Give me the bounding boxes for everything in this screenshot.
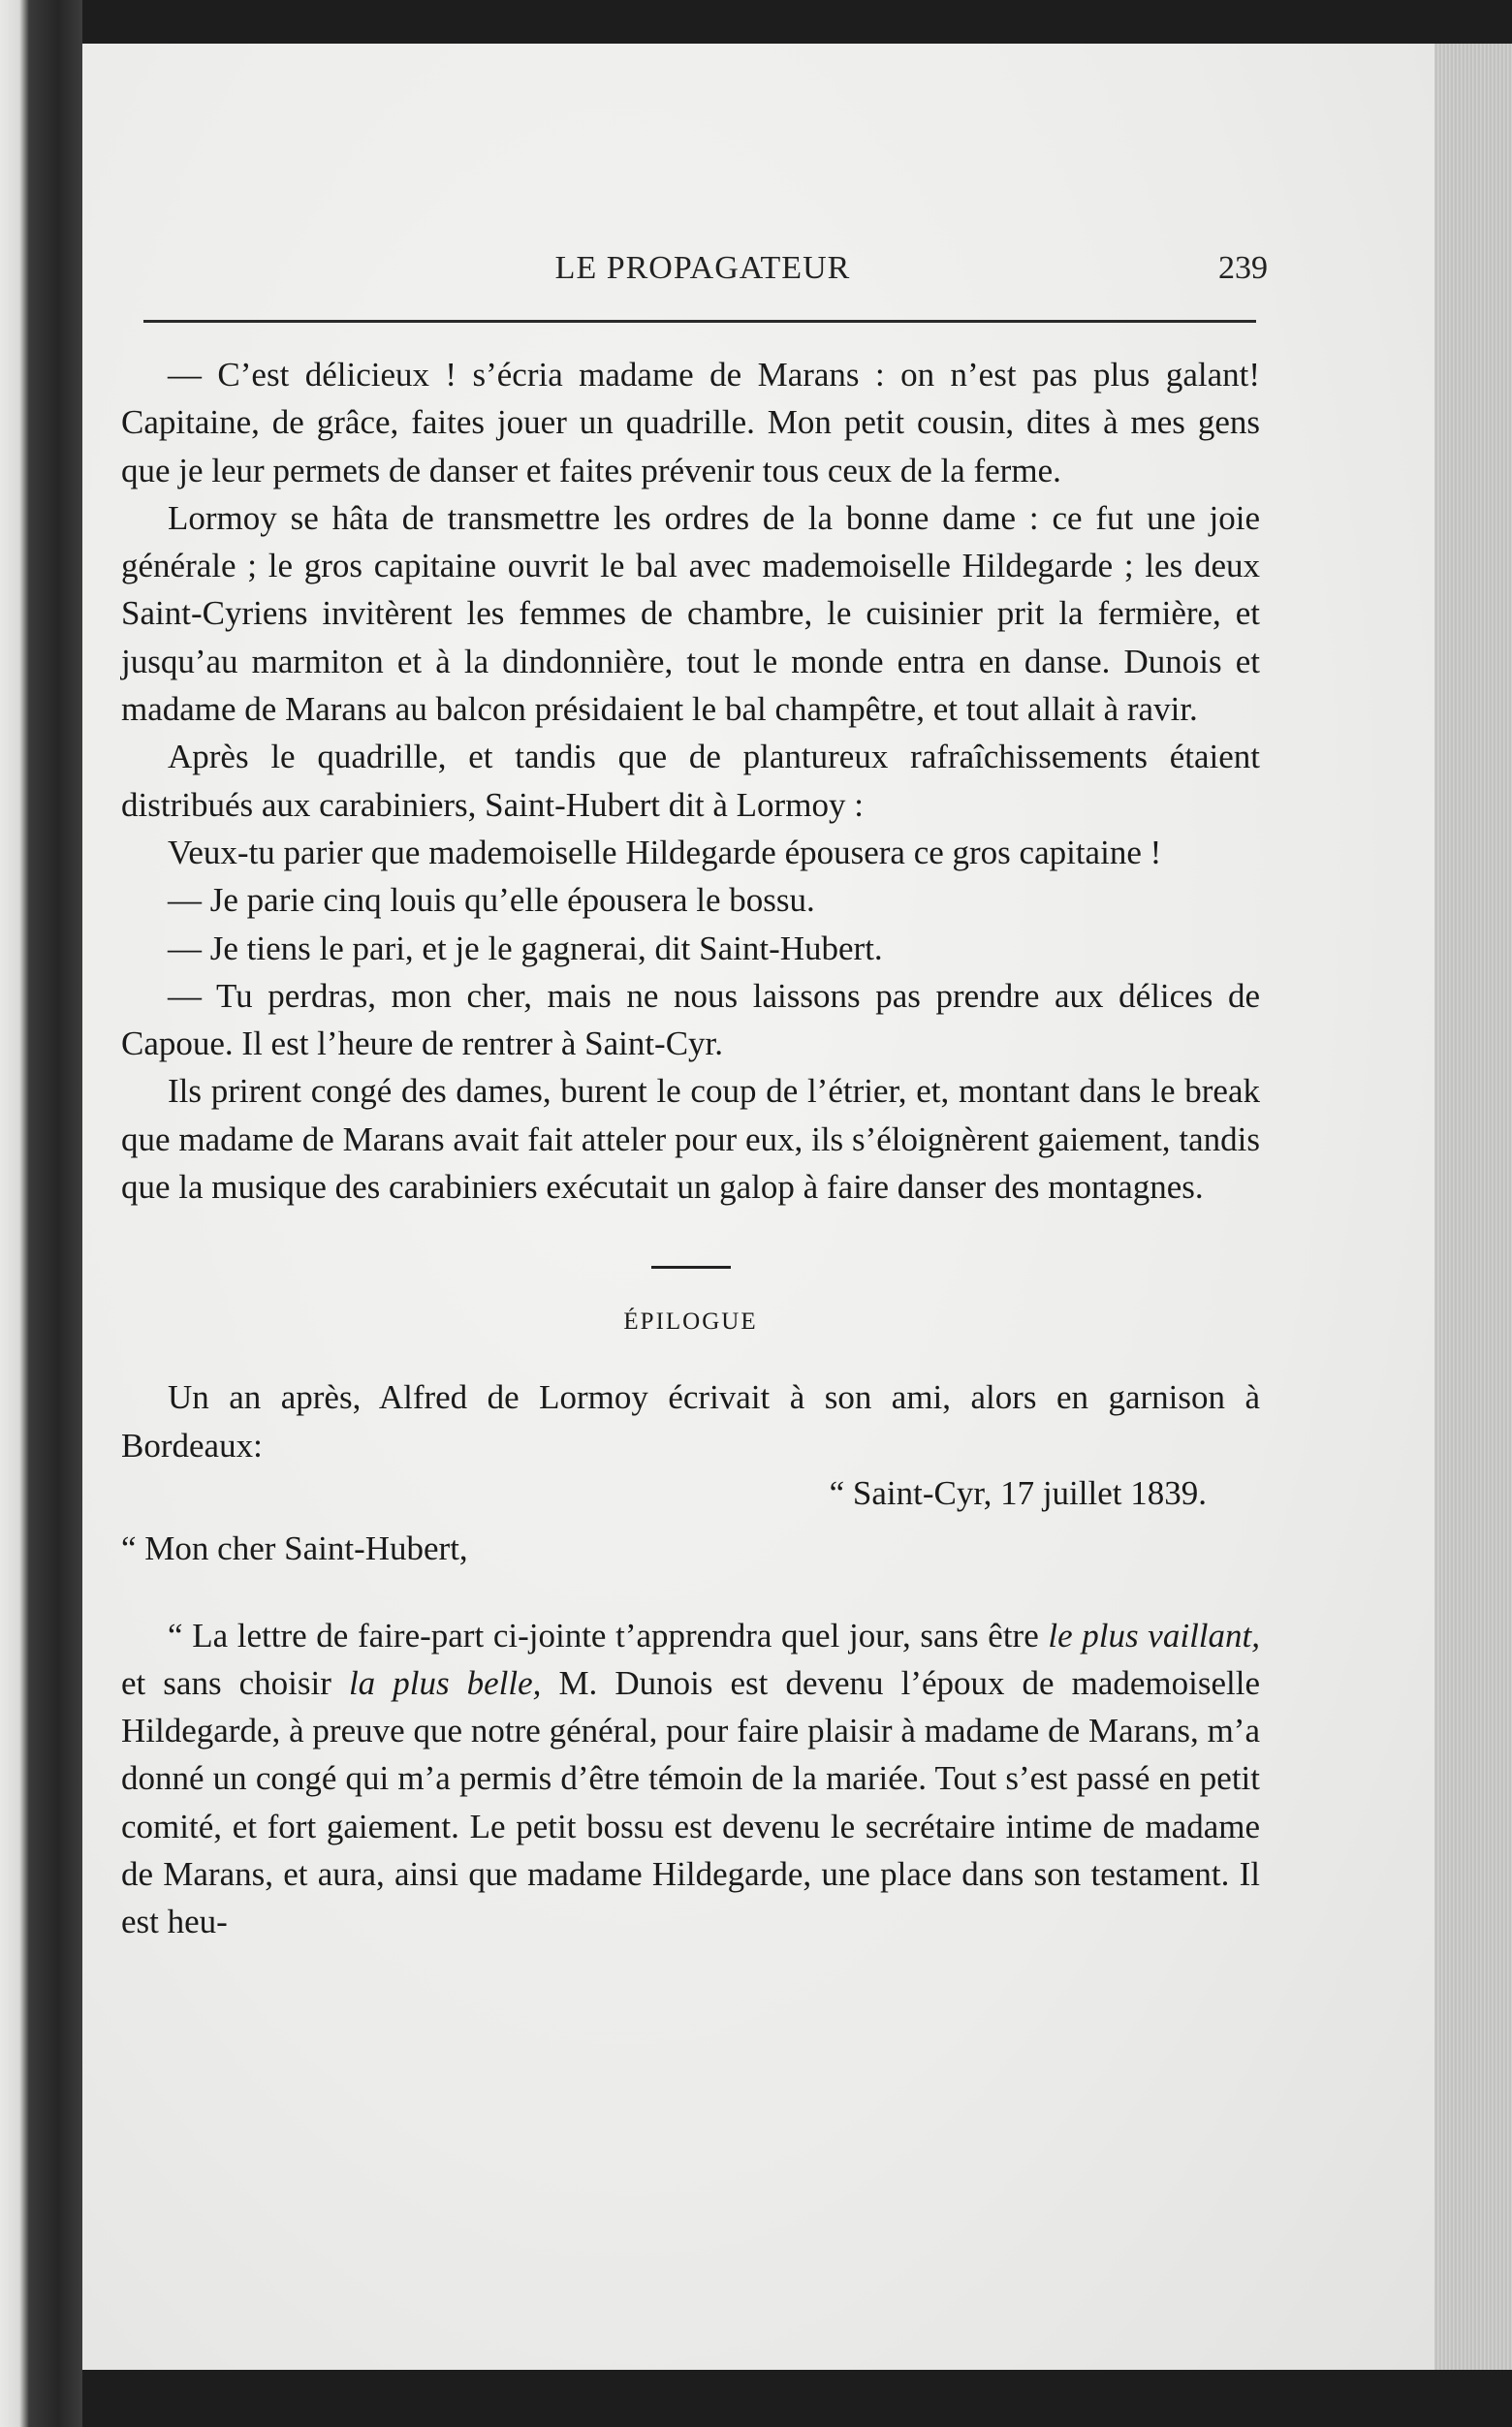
page-number: 239: [1218, 250, 1268, 286]
letter-text: et sans choisir: [121, 1663, 349, 1702]
page-text: [121, 351, 1260, 1946]
letter-italic: le plus vaillant,: [1048, 1616, 1260, 1655]
page-edges: [1434, 44, 1512, 2370]
paragraph: Ils prirent congé des dames, burent le coup de l’étrier, et, montant dans le break que madame de Marans avait fait atteler pour eux, ils s’éloignèrent gaiement, tandis que la musique des carabiniers exécutait un galop à faire danser des montagnes.: [121, 1072, 1260, 1207]
book-spine: [0, 0, 82, 2427]
epilogue-intro: Un an après, Alfred de Lormoy écrivait à son ami, alors en garnison à Bordeaux:: [121, 1378, 1260, 1465]
paragraph: Veux-tu parier que mademoiselle Hildegarde épousera ce gros capitaine !: [168, 833, 1162, 871]
running-head: [145, 250, 1268, 299]
paragraph: — Je tiens le pari, et je le gagnerai, dit Saint-Hubert.: [168, 929, 883, 967]
letter-body: [121, 1612, 1260, 1946]
header-rule: [143, 320, 1256, 323]
paragraph: — Tu perdras, mon cher, mais ne nous laissons pas prendre aux délices de Capoue. Il est l’heure de rentrer à Saint-Cyr.: [121, 976, 1260, 1063]
paragraph: — C’est délicieux ! s’écria madame de Marans : on n’est pas plus galant! Capitaine, de grâce, faites jouer un quadrille. Mon petit cousin, dites à mes gens que je leur permets de danser et faites prévenir tous ceux de la ferme.: [121, 356, 1260, 489]
running-title: LE PROPAGATEUR: [554, 250, 851, 286]
paragraph: — Je parie cinq louis qu’elle épousera le bossu.: [168, 881, 815, 920]
letter-dateline: “ Saint-Cyr, 17 juillet 1839.: [829, 1473, 1207, 1512]
letter-salutation: “ Mon cher Saint-Hubert,: [121, 1529, 468, 1568]
paragraph: Après le quadrille, et tandis que de plantureux rafraîchissements étaient distribués aux carabiniers, Saint-Hubert dit à Lormoy :: [121, 738, 1260, 824]
letter-text: M. Dunois est devenu l’époux de mademoiselle Hildegarde, à preuve que notre général, pour faire plaisir à madame de Marans, m’a donné un congé qui m’a permis d’être témoin de la mariée. Tout s’est passé en petit comité, et fort gaiement. Le petit bossu est devenu le secrétaire intime de madame de Marans, et aura, ainsi que madame Hildegarde, une place dans son testament. Il est heu-: [121, 1663, 1260, 1941]
paragraph: Lormoy se hâta de transmettre les ordres de la bonne dame : ce fut une joie générale ; le gros capitaine ouvrit le bal avec mademoiselle Hildegarde ; les deux Saint-Cyriens invitèrent les femmes de chambre, le cuisinier prit la fermière, et jusqu’au marmiton et à la dindonnière, tout le monde entra en danse. Dunois et madame de Marans au balcon présidaient le bal champêtre, et tout allait à ravir.: [121, 498, 1260, 729]
letter-text: “ La lettre de faire-part ci-jointe t’apprendra quel jour, sans être: [168, 1616, 1049, 1655]
letter-italic: la plus belle,: [348, 1663, 542, 1702]
section-title: ÉPILOGUE: [623, 1308, 758, 1336]
section-separator: [651, 1266, 731, 1269]
